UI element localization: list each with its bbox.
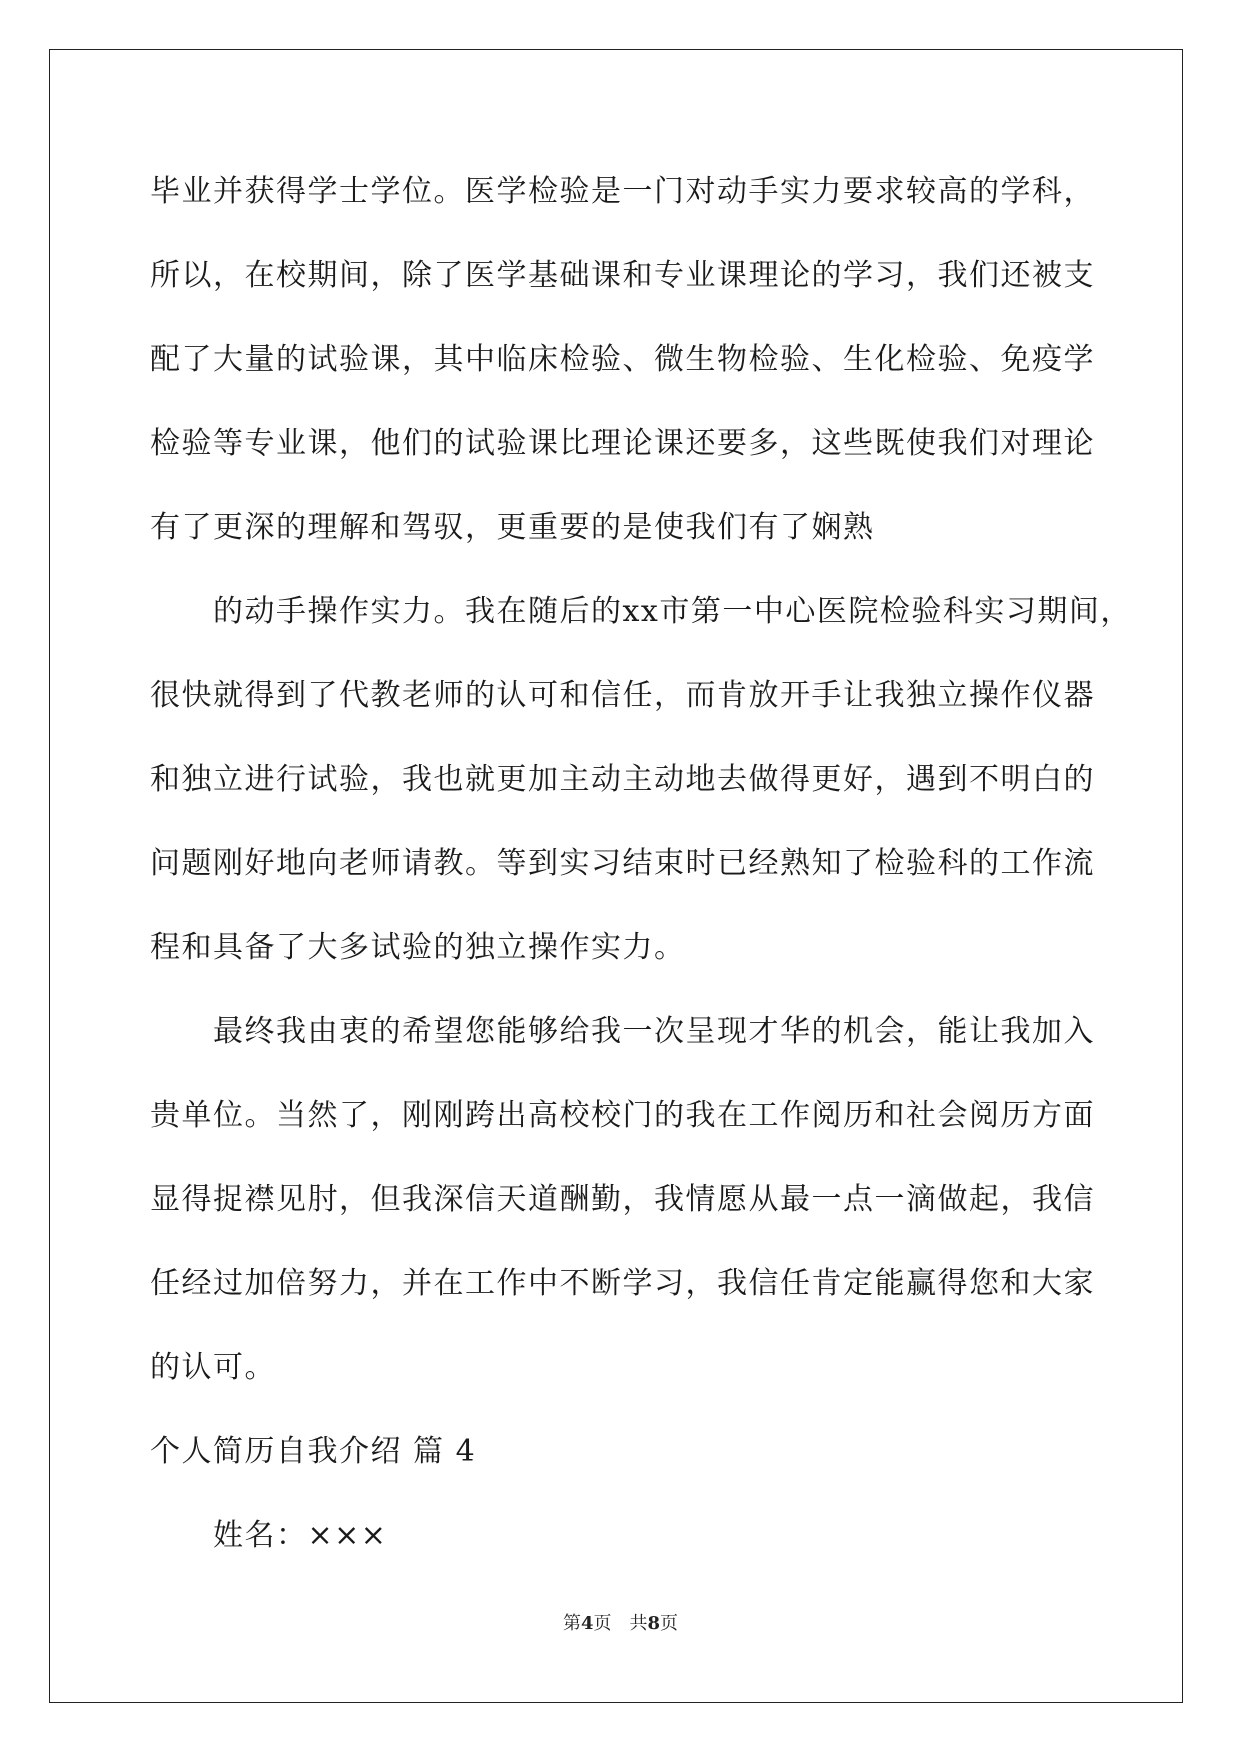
total-pages: 8 [647, 1613, 661, 1634]
page-suffix: 页 [593, 1613, 612, 1634]
text-line: 的动手操作实力。我在随后的xx市第一中心医院检验科实习期间， [213, 594, 1132, 629]
text-line: 配了大量的试验课，其中临床检验、微生物检验、生化检验、免疫学 [150, 342, 1095, 377]
text-line: 的认可。 [150, 1350, 276, 1385]
text-line: 很快就得到了代教老师的认可和信任，而肯放开手让我独立操作仪器 [150, 678, 1095, 713]
text-line: 所以，在校期间，除了医学基础课和专业课理论的学习，我们还被支 [150, 258, 1095, 293]
page-footer [0, 1609, 1241, 1635]
text-line: 毕业并获得学士学位。医学检验是一门对动手实力要求较高的学科， [150, 174, 1095, 209]
text-line: 有了更深的理解和驾驭，更重要的是使我们有了娴熟 [150, 510, 875, 545]
text-line: 贵单位。当然了，刚刚跨出高校校门的我在工作阅历和社会阅历方面 [150, 1098, 1095, 1133]
total-prefix: 共 [629, 1613, 648, 1634]
text-line: 和独立进行试验，我也就更加主动主动地去做得更好，遇到不明白的 [150, 762, 1095, 797]
page-prefix: 第 [562, 1613, 581, 1634]
text-line: 程和具备了大多试验的独立操作实力。 [150, 930, 686, 965]
section-heading: 个人简历自我介绍 篇 4 [150, 1434, 477, 1469]
name-field: 姓名：××× [213, 1518, 388, 1553]
text-line: 任经过加倍努力，并在工作中不断学习，我信任肯定能赢得您和大家 [150, 1266, 1095, 1301]
document-body [150, 160, 1132, 1588]
total-suffix: 页 [660, 1613, 679, 1634]
text-line: 显得捉襟见肘，但我深信天道酬勤，我情愿从最一点一滴做起，我信 [150, 1182, 1095, 1217]
page-number: 4 [580, 1613, 594, 1634]
text-line: 最终我由衷的希望您能够给我一次呈现才华的机会，能让我加入 [213, 1014, 1095, 1049]
text-line: 检验等专业课，他们的试验课比理论课还要多，这些既使我们对理论 [150, 426, 1095, 461]
text-line: 问题刚好地向老师请教。等到实习结束时已经熟知了检验科的工作流 [150, 846, 1095, 881]
